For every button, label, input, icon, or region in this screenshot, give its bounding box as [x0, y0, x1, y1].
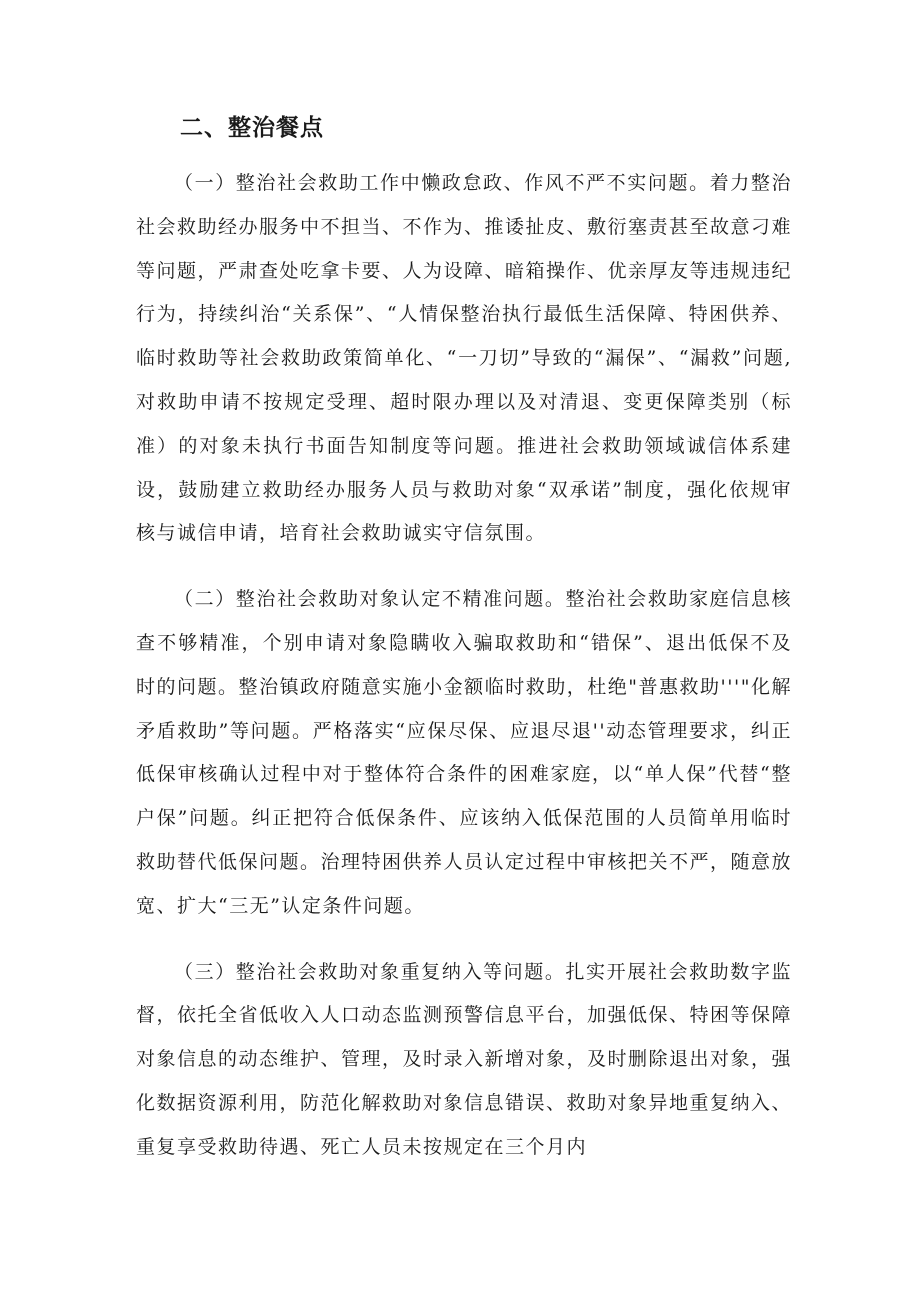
paragraph-1: （一）整治社会救助工作中懒政怠政、作风不严不实问题。着力整治社会救助经办服务中不担当、不作为、推诿扯皮、敷衍塞责甚至故意刁难等问题，严肃查处吃拿卡要、人为设障、暗箱操作、优亲厚友等违规违纪行为，持续纠治“关系保”、“人情保整治执行最低生活保障、特困供养、临时救助等社会救助政策简单化、“一刀切”导致的“漏保”、“漏救”问题,对救助申请不按规定受理、超时限办理以及对清退、变更保障类别（标准）的对象未执行书面告知制度等问题。推进社会救助领域诚信体系建设，鼓励建立救助经办服务人员与救助对象“双承诺”制度，强化依规审核与诚信申请，培育社会救助诚实守信氛围。: [136, 172, 793, 545]
section-heading: 二、整治餐点: [180, 115, 324, 141]
paragraph-2: （二）整治社会救助对象认定不精准问题。整治社会救助家庭信息核查不够精准，个别申请对象隐瞒收入骗取救助和“错保”、退出低保不及时的问题。整治镇政府随意实施小金额临时救助，杜绝"普惠救助'''"化解矛盾救助”等问题。严格落实“应保尽保、应退尽退''动态管理要求，纠正低保审核确认过程中对于整体符合条件的困难家庭，以“单人保”代替“整户保”问题。纠正把符合低保条件、应该纳入低保范围的人员简单用临时救助替代低保问题。治理特困供养人员认定过程中审核把关不严，随意放宽、扩大“三无”认定条件问题。: [136, 588, 793, 917]
paragraph-3: （三）整治社会救助对象重复纳入等问题。扎实开展社会救助数字监督，依托全省低收入人口动态监测预警信息平台，加强低保、特困等保障对象信息的动态维护、管理，及时录入新增对象，及时删除退出对象，强化数据资源利用，防范化解救助对象信息错误、救助对象异地重复纳入、重复享受救助待遇、死亡人员未按规定在三个月内: [136, 960, 793, 1158]
